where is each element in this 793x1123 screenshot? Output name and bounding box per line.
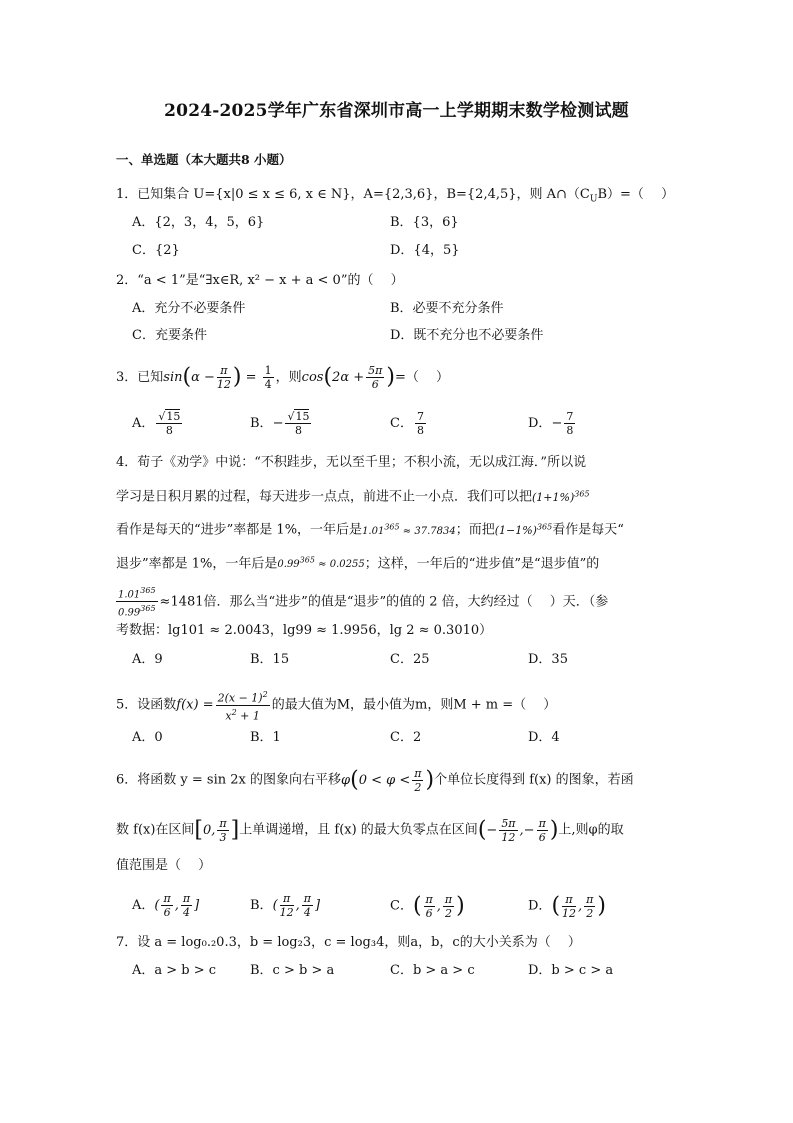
q5-option-a: A．0: [132, 730, 163, 745]
question-7: 7．设 a = log₀.₂0.3，b = log₂3，c = log₃4，则a，b，c的大小关系为（ ）: [116, 935, 581, 950]
q2-option-b: B．必要不充分条件: [390, 301, 504, 316]
q4-option-b: B．15: [250, 652, 290, 667]
q6-option-c: C．( $\frac{\pi}{6}$ , $\frac{\pi}{2}$ ): [390, 892, 465, 920]
q2-option-d: D．既不充分也不必要条件: [390, 328, 544, 343]
q1-option-b: B．{3，6}: [390, 215, 459, 230]
q6-option-d: D．( $\frac{\pi}{12}$ , $\frac{\pi}{2}$ ): [528, 892, 606, 920]
q4-line-2: 学习是日积月累的过程，每天进步一点点，前进不止一小点．我们可以把$(1+1\%)^{365}$: [116, 489, 590, 505]
q4-line-6: 考数据：lg101 ≈ 2.0043，lg99 ≈ 1.9956，lg 2 ≈ 0.3010）: [116, 623, 493, 638]
question-5: 5．设函数f(x) = $\frac{2(x - 1)^2}{x^2 + 1}$ 的最大值为M，最小值为m，则M + m =（ ）: [116, 690, 557, 723]
q2-option-a: A．充分不必要条件: [132, 301, 246, 316]
q5-option-d: D．4: [528, 730, 560, 745]
q6-line-3: 值范围是（ ）: [116, 858, 212, 873]
q7-option-a: A．a > b > c: [132, 963, 217, 978]
q3-option-b: B．− $\frac{√15}{8}$: [250, 410, 310, 437]
question-2: 2．“a < 1”是“∃x∈R, x² − x + a < 0”的（ ）: [116, 273, 404, 288]
q4-option-c: C．25: [390, 652, 430, 667]
q2-option-c: C．充要条件: [132, 328, 207, 343]
section-heading: 一、单选题（本大题共8 小题）: [116, 152, 292, 167]
q6-option-b: B．( $\frac{\pi}{12}$ , $\frac{\pi}{4}$ ]: [250, 892, 321, 919]
q4-line-5: $\frac{1.01^{365}}{0.99^{365}}$ ≈1481倍．那么当“进步”的值是“退步”的值的 2 倍，大约经过（ ）天．（参: [118, 586, 609, 619]
q7-option-d: D．b > c > a: [528, 963, 614, 978]
q4-option-a: A．9: [132, 652, 163, 667]
q4-line-4: 退步”率都是 1%，一年后是$0.99^{365} \approx 0.0255$；这样，一年后的“进步值”是“退步值”的: [116, 556, 600, 572]
q6-option-a: A．( $\frac{\pi}{6}$ , $\frac{\pi}{4}$ ]: [132, 892, 200, 919]
page-title: 2024-2025学年广东省深圳市高一上学期期末数学检测试题: [164, 101, 629, 121]
q1-option-d: D．{4，5}: [390, 243, 460, 258]
q6-line-2: 数 f(x)在区间[0, $\frac{\pi}{3}$ ]上单调递增，且 f(x) 的最大负零点在区间(− $\frac{5\pi}{12}$ ,− $\frac{\pi}{6}$ )上,则φ的取: [116, 816, 624, 844]
q1-option-c: C．{2}: [132, 243, 180, 258]
q3-option-d: D．− $\frac{7}{8}$: [528, 410, 574, 437]
q3-option-a: A． $\frac{√15}{8}$: [132, 410, 181, 437]
q1-option-a: A．{2，3，4，5，6}: [132, 215, 265, 230]
question-3: 3．已知sin(α − $\frac{\pi}{12}$ ) = $\frac{1}{4}$ ，则cos(2α + $\frac{5\pi}{6}$ )=（ ）: [116, 364, 449, 391]
q4-line-1: 4．荀子《劝学》中说：“不积跬步，无以至千里；不积小流，无以成江海．”所以说: [116, 455, 587, 470]
q3-cos-expr: cos(2α + $\frac{5\pi}{6}$ ): [301, 364, 395, 391]
q3-option-c: C． $\frac{7}{8}$: [390, 410, 424, 437]
q7-option-c: C．b > a > c: [390, 963, 475, 978]
q5-option-c: C．2: [390, 730, 422, 745]
q5-option-b: B．1: [250, 730, 281, 745]
q7-option-b: B．c > b > a: [250, 963, 335, 978]
q3-sin-expr: sin(α − $\frac{\pi}{12}$ ) = $\frac{1}{4}$: [163, 364, 272, 391]
q4-line-3: 看作是每天的“进步”率都是 1%，一年后是$1.01^{365} \approx 37.7834$；而把$(1-1\%)^{365}$看作是每天“: [116, 522, 624, 538]
question-1: 1．已知集合 U={x|0 ≤ x ≤ 6, x ∈ N}，A={2,3,6}，B={2,4,5}，则 $A\cap(C_UB)=$（ ）: [116, 187, 675, 205]
q6-line-1: 6．将函数 y = sin 2x 的图象向右平移φ(0 < φ < $\frac{\pi}{2}$ )个单位长度得到 f(x) 的图象，若函: [116, 766, 634, 794]
q4-option-d: D．35: [528, 652, 568, 667]
